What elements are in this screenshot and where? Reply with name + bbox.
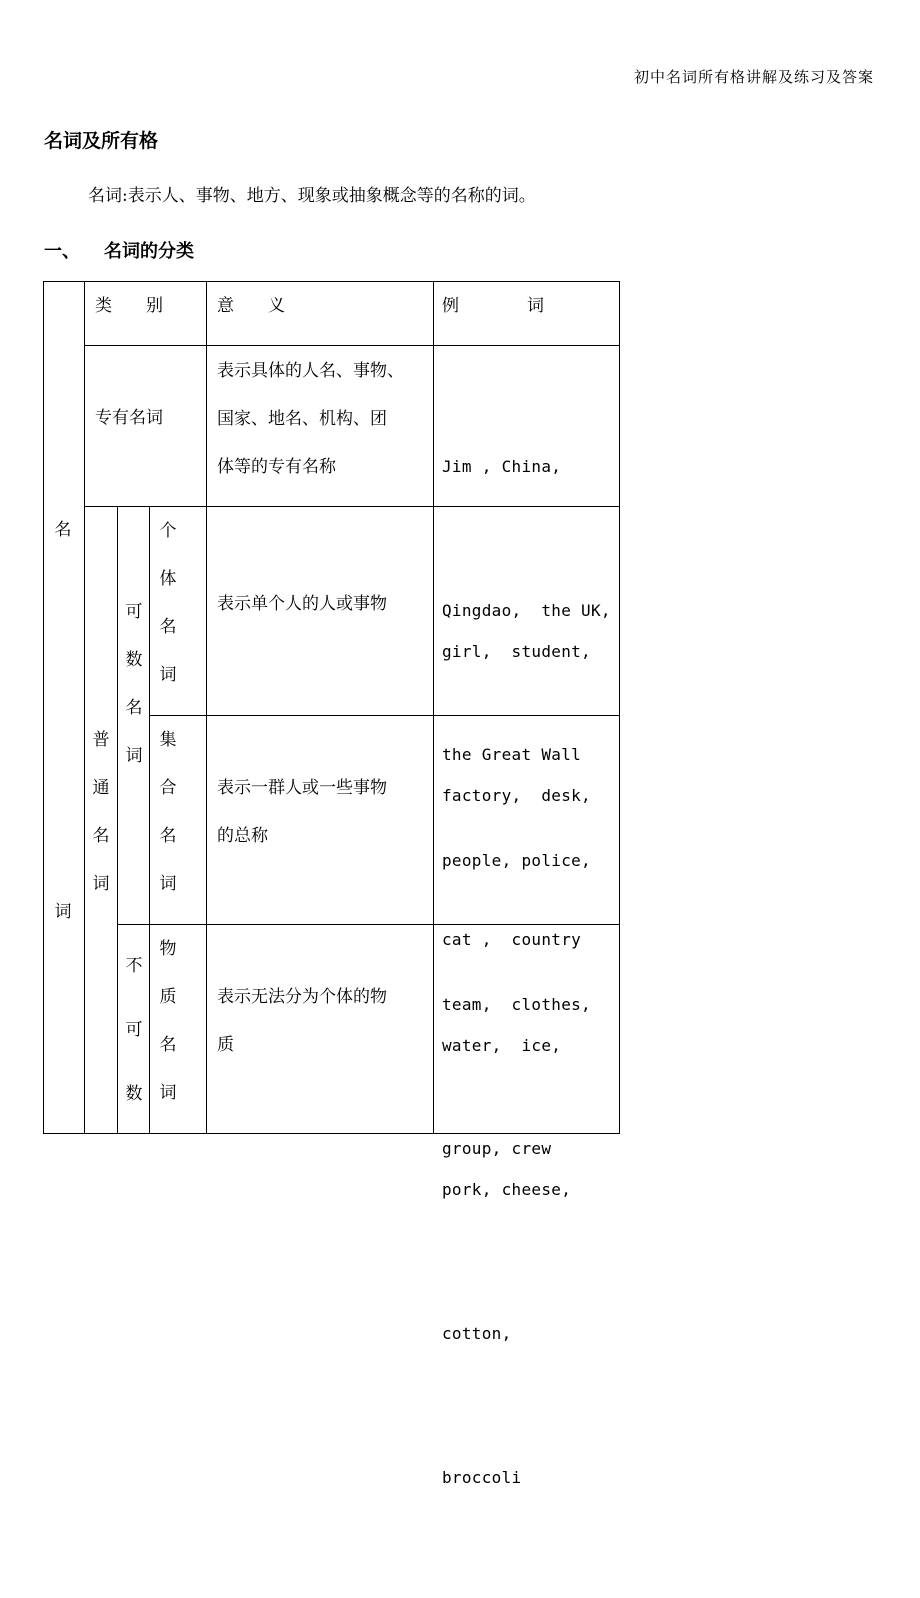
example-line: factory, desk, [442,786,591,805]
collective-noun-label [158,716,178,908]
label-char: 数 [125,1084,143,1104]
table-rule [84,281,85,1134]
example-line: broccoli [442,1468,522,1487]
example-line: Qingdao, the UK, [442,601,611,620]
example-line: girl, student, [442,642,591,661]
label-char: 不 [125,956,143,976]
document-header: 初中名词所有格讲解及练习及答案 [633,68,874,86]
label-char: 名 [159,1035,177,1055]
proper-noun-meaning [217,347,404,491]
header-category: 类 别 [95,296,163,316]
label-char: 名 [159,826,177,846]
section-title: 名词的分类 [104,241,194,262]
example-line: water, ice, [442,1036,562,1055]
table-rule [433,281,434,1134]
header-examples: 例 词 [442,296,544,316]
label-char: 可 [125,1020,143,1040]
meaning-line: 表示一群人或一些事物 [217,778,387,798]
label-char: 体 [159,569,177,589]
example-line: the Great Wall [442,745,582,764]
side-label-ming: 名 [54,520,72,540]
label-char: 个 [159,521,177,541]
example-line: group, crew [442,1139,552,1158]
label-char: 词 [159,874,177,894]
material-noun-label [158,925,178,1117]
label-char: 词 [159,1083,177,1103]
table-border-left [43,281,44,1134]
example-line: cat , country [442,930,582,949]
table-rule [117,506,118,1134]
label-char: 词 [159,665,177,685]
example-line: people, police, [442,851,591,870]
meaning-line: 体等的专有名称 [217,457,336,477]
header-meaning: 意 义 [217,296,285,316]
example-line: Jim , China, [442,457,562,476]
common-noun-label [91,716,111,908]
example-line: team, clothes, [442,995,591,1014]
meaning-line: 表示无法分为个体的物 [217,987,387,1007]
noun-definition: 名词:表示人、事物、地方、现象或抽象概念等的名称的词。 [88,186,536,206]
example-line: cotton, [442,1324,512,1343]
material-noun-meaning [217,973,387,1069]
uncountable-noun-label [124,934,144,1126]
meaning-line: 的总称 [217,826,268,846]
label-char: 名 [159,617,177,637]
label-char: 通 [92,778,110,798]
side-label-ci: 词 [54,902,72,922]
example-line: pork, cheese, [442,1180,572,1199]
meaning-line: 国家、地名、机构、团 [217,409,387,429]
label-char: 词 [92,874,110,894]
label-char: 数 [125,650,143,670]
label-char: 集 [159,730,177,750]
table-rule [84,345,620,346]
label-char: 词 [125,746,143,766]
label-char: 名 [92,826,110,846]
page-title: 名词及所有格 [44,130,159,152]
proper-noun-label: 专有名词 [95,408,163,428]
label-char: 名 [125,698,143,718]
collective-noun-meaning [217,764,387,860]
label-char: 可 [125,602,143,622]
table-rule [206,281,207,1134]
section-number: 一、 [44,241,80,262]
label-char: 物 [159,939,177,959]
countable-noun-label [124,588,144,780]
label-char: 普 [92,730,110,750]
individual-noun-label [158,507,178,699]
meaning-line: 表示具体的人名、事物、 [217,361,404,381]
material-noun-examples [442,926,571,1598]
label-char: 合 [159,778,177,798]
individual-noun-meaning: 表示单个人的人或事物 [217,594,387,614]
label-char: 质 [159,987,177,1007]
table-rule [149,506,150,1134]
meaning-line: 质 [217,1035,234,1055]
table-border-right [619,281,620,1134]
